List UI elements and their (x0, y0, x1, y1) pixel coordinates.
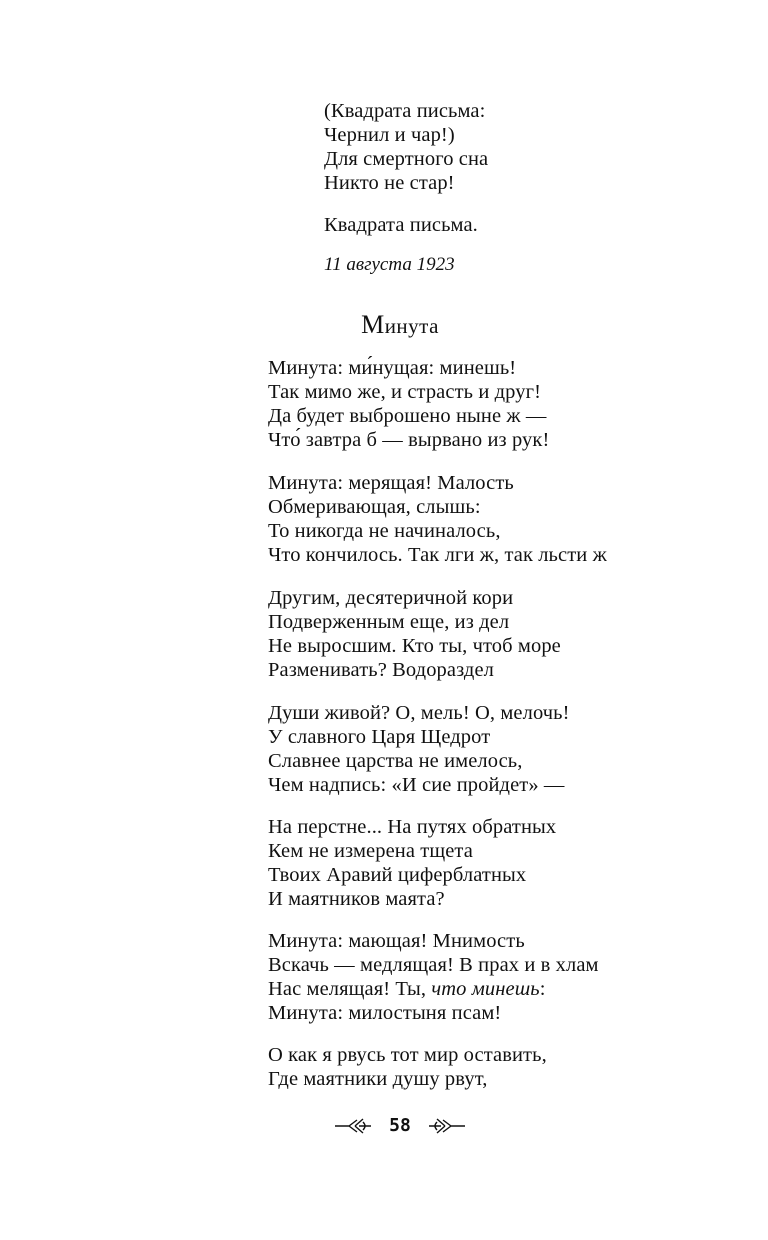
verse-line: У славного Царя Щедрот (268, 726, 491, 748)
italic-phrase: что минешь (431, 978, 540, 1000)
verse-line: Подверженным еще, из дел (268, 611, 510, 633)
verse-line: Для смертного сна (324, 148, 489, 170)
verse-line: Так мимо же, и страсть и друг! (268, 381, 542, 403)
verse-line: О как я рвусь тот мир оставить, (268, 1044, 547, 1066)
page-footer (0, 1114, 768, 1138)
verse-line: Разменивать? Водораздел (268, 659, 494, 681)
verse-line: Никто не стар! (324, 172, 455, 194)
verse-line: Чернил и чар!) (324, 124, 455, 146)
poem-date: 11 августа 1923 (324, 254, 455, 275)
verse-line: Не выросшим. Кто ты, чтоб море (268, 635, 561, 657)
verse-line: Души живой? О, мель! О, мелочь! (268, 702, 570, 724)
verse-line: Минута: милостыня псам! (268, 1002, 502, 1024)
verse-line: Вскачь — медлящая! В прах и в хлам (268, 954, 599, 976)
verse-line: Твоих Аравий циферблатных (268, 864, 527, 886)
poem-title (0, 310, 768, 341)
verse-line: Что́ завтра б — вырвано из рук! (268, 429, 550, 451)
page-number: 58 (389, 1115, 411, 1136)
verse-line: Другим, десятеричной кори (268, 587, 514, 609)
verse-text: Нас мелящая! Ты, (268, 978, 432, 1000)
verse-line: Да будет выброшено ныне ж — (268, 405, 547, 427)
verse-line: (Квадрата письма: (324, 100, 486, 122)
verse-line: Кем не измерена тщета (268, 840, 473, 862)
ornament-right-icon (427, 1116, 467, 1136)
verse-line: Минута: ми́нущая: минешь! (268, 357, 517, 379)
ornament-left-icon (333, 1116, 373, 1136)
verse-line: На перстне... На путях обратных (268, 816, 557, 838)
verse-line: То никогда не начиналось, (268, 520, 501, 542)
verse-line: Минута: мерящая! Малость (268, 472, 514, 494)
title-rest: инута (384, 314, 439, 338)
title-initial: М (361, 310, 385, 339)
verse-line: Где маятники душу рвут, (268, 1068, 488, 1090)
verse-line: И маятников маята? (268, 888, 445, 910)
verse-line: Чем надпись: «И сие пройдет» — (268, 774, 565, 796)
verse-line: Обмеривающая, слышь: (268, 496, 481, 518)
verse-line: Славнее царства не имелось, (268, 750, 523, 772)
verse-line: Квадрата письма. (324, 214, 478, 236)
verse-line (268, 977, 546, 1001)
verse-punctuation: : (539, 978, 546, 1000)
verse-line: Что кончилось. Так лги ж, так льсти ж (268, 544, 607, 566)
verse-line: Минута: мающая! Мнимость (268, 930, 525, 952)
